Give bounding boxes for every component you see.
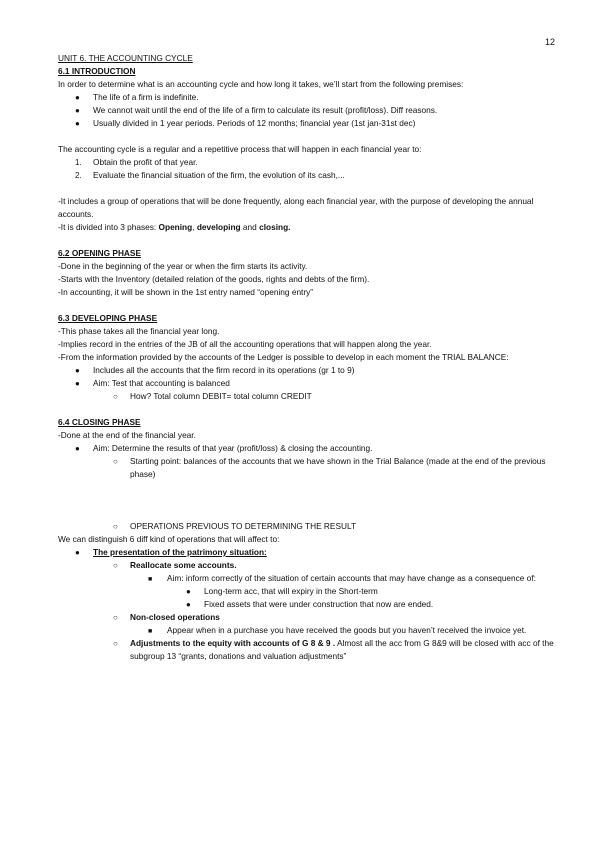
list-item: ■ Aim: inform correctly of the situation of certain accounts that may have change as a consequence of: bbox=[58, 572, 558, 585]
list-item: ● The life of a firm is indefinite. bbox=[58, 91, 558, 104]
steps-list bbox=[58, 156, 558, 182]
list-item: ■ Appear when in a purchase you have received the goods but you haven’t received the invoice yet. bbox=[58, 624, 558, 637]
section-heading-closing: 6.4 CLOSING PHASE bbox=[58, 417, 141, 427]
list-item: ● Includes all the accounts that the firm record in its operations (gr 1 to 9) bbox=[58, 364, 558, 377]
list-item: ○ Adjustments to the equity with accounts of G 8 & 9 . Almost all the acc from G 8&9 will be closed with acc of the subgroup 13 “grants, donations and valuation adjustments” bbox=[58, 637, 558, 663]
operations-title-list bbox=[58, 520, 558, 533]
text-line: -Implies record in the entries of the JB of all the accounting operations that will happen along the year. bbox=[58, 339, 432, 349]
section-heading-opening: 6.2 OPENING PHASE bbox=[58, 248, 141, 258]
closing-list bbox=[58, 442, 558, 481]
list-item: ○ OPERATIONS PREVIOUS TO DETERMINING THE RESULT bbox=[58, 520, 558, 533]
section-heading-developing: 6.3 DEVELOPING PHASE bbox=[58, 313, 158, 323]
list-item: ● Fixed assets that were under construction that now are ended. bbox=[58, 598, 558, 611]
text-line: We can distinguish 6 diff kind of operations that will affect to: bbox=[58, 534, 280, 544]
trial-balance-list bbox=[58, 364, 558, 403]
section-heading-introduction: 6.1 INTRODUCTION bbox=[58, 66, 136, 76]
circle-bullet-icon bbox=[113, 390, 118, 403]
paragraph-includes: -It includes a group of operations that will be done frequently, along each financial year, with the purpose of developing the annual accounts. bbox=[58, 196, 534, 219]
square-bullet-icon bbox=[148, 572, 152, 586]
unit-title: UNIT 6. THE ACCOUNTING CYCLE bbox=[58, 53, 193, 63]
bullet-icon bbox=[75, 546, 80, 559]
list-item: 1. Obtain the profit of that year. bbox=[75, 157, 198, 167]
list-item: ● The presentation of the patrimony situation: bbox=[58, 546, 558, 559]
list-item: ● We cannot wait until the end of the life of a firm to calculate its result (profit/loss). Diff reasons. bbox=[58, 104, 558, 117]
bullet-icon bbox=[75, 442, 80, 455]
bullet-icon bbox=[75, 104, 80, 117]
circle-bullet-icon bbox=[113, 559, 118, 572]
list-item: ○ Reallocate some accounts. bbox=[58, 559, 558, 572]
list-item: ● Aim: Determine the results of that year (profit/loss) & closing the accounting. bbox=[58, 442, 558, 455]
text-line: -This phase takes all the financial year long. bbox=[58, 326, 220, 336]
square-bullet-icon bbox=[148, 624, 152, 638]
document-body bbox=[58, 52, 558, 663]
bullet-icon bbox=[186, 585, 191, 598]
list-item: ○ Starting point: balances of the accounts that we have shown in the Trial Balance (made at the end of the previous phase) bbox=[58, 455, 558, 481]
operations-list bbox=[58, 546, 558, 663]
bullet-icon bbox=[186, 598, 191, 611]
paragraph-cycle-definition: The accounting cycle is a regular and a repetitive process that will happen in each financial year to: bbox=[58, 144, 422, 154]
paragraph-intro: In order to determine what is an accounting cycle and how long it takes, we’ll start from the following premises: bbox=[58, 79, 464, 89]
bullet-icon bbox=[75, 364, 80, 377]
list-item: ● Long-term acc, that will expiry in the Short-term bbox=[58, 585, 558, 598]
list-item: ○ How? Total column DEBIT= total column CREDIT bbox=[58, 390, 558, 403]
circle-bullet-icon bbox=[113, 455, 118, 468]
premises-list bbox=[58, 91, 558, 130]
text-line: -From the information provided by the accounts of the Ledger is possible to develop in each moment the TRIAL BALANCE: bbox=[58, 352, 509, 362]
text-line: -Done at the end of the financial year. bbox=[58, 430, 196, 440]
text-line: -In accounting, it will be shown in the 1st entry named “opening entry” bbox=[58, 287, 314, 297]
circle-bullet-icon bbox=[113, 611, 118, 624]
bullet-icon bbox=[75, 91, 80, 104]
bullet-icon bbox=[75, 377, 80, 390]
list-item: ○ Non-closed operations bbox=[58, 611, 558, 624]
list-item: 2. Evaluate the financial situation of the firm, the evolution of its cash,... bbox=[75, 170, 345, 180]
page-number: 12 bbox=[544, 37, 555, 47]
paragraph-phases: -It is divided into 3 phases: Opening, developing and closing. bbox=[58, 222, 291, 232]
circle-bullet-icon bbox=[113, 637, 118, 650]
list-item: ● Aim: Test that accounting is balanced bbox=[58, 377, 558, 390]
text-line: -Starts with the Inventory (detailed relation of the goods, rights and debts of the firm). bbox=[58, 274, 370, 284]
bullet-icon bbox=[75, 117, 80, 130]
circle-bullet-icon bbox=[113, 520, 118, 533]
list-item: ● Usually divided in 1 year periods. Periods of 12 months; financial year (1st jan-31st dec) bbox=[58, 117, 558, 130]
text-line: -Done in the beginning of the year or when the firm starts its activity. bbox=[58, 261, 308, 271]
